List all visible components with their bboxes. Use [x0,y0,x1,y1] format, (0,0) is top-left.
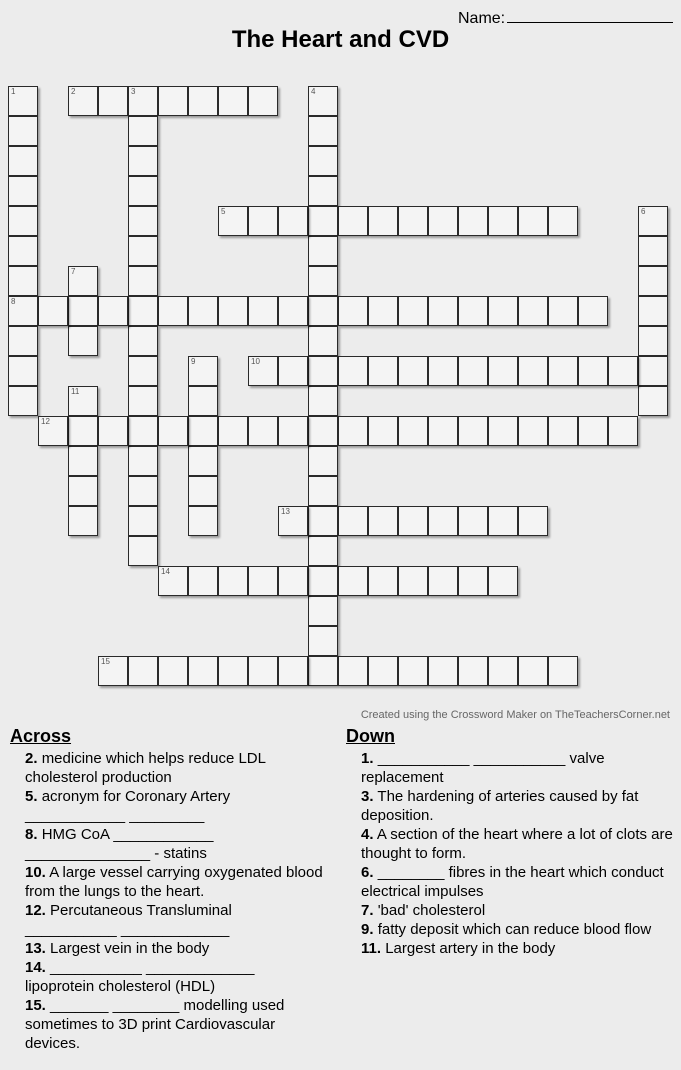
crossword-cell[interactable] [398,656,428,686]
crossword-cell[interactable] [128,116,158,146]
crossword-cell[interactable] [188,566,218,596]
crossword-cell[interactable] [308,446,338,476]
crossword-cell[interactable] [188,386,218,416]
credit-text: Created using the Crossword Maker on TheTeachersCorner.net [360,709,670,721]
crossword-cell[interactable] [308,386,338,416]
crossword-cell[interactable] [278,356,308,386]
crossword-cell[interactable] [158,296,188,326]
crossword-cell[interactable] [368,206,398,236]
crossword-cell[interactable] [428,656,458,686]
clue-number: 4. [361,826,374,843]
crossword-cell[interactable] [368,416,398,446]
cell-number: 12 [41,417,50,426]
crossword-cell[interactable] [68,326,98,356]
crossword-cell[interactable] [128,416,158,446]
clue-number: 10. [25,864,46,881]
crossword-cell[interactable] [458,656,488,686]
clue-text: acronym for Coronary Artery ____________ _________ [25,788,231,824]
crossword-cell[interactable] [308,146,338,176]
crossword-cell[interactable] [308,596,338,626]
clue-text: ________ fibres in the heart which conduct electrical impulses [361,864,664,900]
crossword-cell[interactable] [68,446,98,476]
crossword-cell[interactable] [518,296,548,326]
crossword-cell[interactable] [8,86,38,116]
down-heading: Down [346,726,395,746]
crossword-cell[interactable] [368,356,398,386]
crossword-cell[interactable] [68,476,98,506]
crossword-cell[interactable] [338,416,368,446]
cell-number: 15 [101,657,110,666]
clue-text: The hardening of arteries caused by fat deposition. [361,788,639,824]
crossword-cell[interactable] [308,296,338,326]
crossword-cell[interactable] [158,656,188,686]
crossword-cell[interactable] [38,296,68,326]
clue-number: 2. [25,750,38,767]
crossword-cell[interactable] [638,296,668,326]
crossword-cell[interactable] [308,356,338,386]
crossword-cell[interactable] [8,116,38,146]
crossword-cell[interactable] [128,506,158,536]
clue-text: Largest vein in the body [50,940,210,957]
crossword-cell[interactable] [428,416,458,446]
crossword-cell[interactable] [548,356,578,386]
crossword-cell[interactable] [488,656,518,686]
crossword-cell[interactable] [218,566,248,596]
cell-number: 2 [71,87,76,96]
crossword-cell[interactable] [488,296,518,326]
crossword-cell[interactable] [458,356,488,386]
crossword-cell[interactable] [188,416,218,446]
crossword-cell[interactable] [128,296,158,326]
crossword-cell[interactable] [98,656,128,686]
clue-number: 14. [25,959,46,976]
crossword-cell[interactable] [308,656,338,686]
crossword-cell[interactable] [338,296,368,326]
across-clue [25,958,325,996]
crossword-cell[interactable] [188,296,218,326]
clue-number: 8. [25,826,38,843]
cell-number: 13 [281,507,290,516]
crossword-cell[interactable] [338,206,368,236]
crossword-cell[interactable] [308,416,338,446]
crossword-cell[interactable] [368,656,398,686]
crossword-cell[interactable] [368,506,398,536]
crossword-cell[interactable] [128,656,158,686]
clue-number: 9. [361,921,374,938]
cell-number: 9 [191,357,196,366]
clue-number: 15. [25,997,46,1014]
crossword-cell[interactable] [278,506,308,536]
crossword-cell[interactable] [98,86,128,116]
crossword-cell[interactable] [68,416,98,446]
clue-text: A large vessel carrying oxygenated blood from the lungs to the heart. [25,864,323,900]
crossword-cell[interactable] [308,566,338,596]
clue-text: HMG CoA ____________ _______________ - statins [25,826,214,862]
crossword-cell[interactable] [458,416,488,446]
crossword-cell[interactable] [578,416,608,446]
crossword-cell[interactable] [248,86,278,116]
crossword-cell[interactable] [8,206,38,236]
crossword-cell[interactable] [218,86,248,116]
crossword-cell[interactable] [518,356,548,386]
cell-number: 11 [71,387,80,396]
across-clue-list [25,749,325,1053]
crossword-cell[interactable] [368,296,398,326]
crossword-cell[interactable] [458,506,488,536]
crossword-cell[interactable] [248,566,278,596]
crossword-cell[interactable] [458,566,488,596]
crossword-cell[interactable] [398,506,428,536]
crossword-cell[interactable] [248,416,278,446]
crossword-cell[interactable] [518,416,548,446]
crossword-cell[interactable] [68,266,98,296]
crossword-cell[interactable] [8,356,38,386]
crossword-cell[interactable] [398,296,428,326]
crossword-cell[interactable] [128,326,158,356]
clue-number: 7. [361,902,374,919]
clue-number: 5. [25,788,38,805]
crossword-cell[interactable] [638,386,668,416]
crossword-cell[interactable] [578,356,608,386]
down-clue [361,787,676,825]
down-clue [361,863,676,901]
crossword-cell[interactable] [488,416,518,446]
crossword-cell[interactable] [548,206,578,236]
crossword-cell[interactable] [518,206,548,236]
crossword-cell[interactable] [68,386,98,416]
crossword-cell[interactable] [308,86,338,116]
crossword-cell[interactable] [428,566,458,596]
crossword-cell[interactable] [158,86,188,116]
crossword-cell[interactable] [308,206,338,236]
crossword-cell[interactable] [638,206,668,236]
crossword-cell[interactable] [458,206,488,236]
crossword-cell[interactable] [518,506,548,536]
across-clue [25,825,325,863]
crossword-cell[interactable] [638,326,668,356]
crossword-cell[interactable] [188,356,218,386]
crossword-cell[interactable] [128,266,158,296]
cell-number: 3 [131,87,136,96]
crossword-cell[interactable] [188,506,218,536]
across-clue [25,863,325,901]
clue-text: 'bad' cholesterol [377,902,486,919]
across-clue [25,996,325,1053]
crossword-cell[interactable] [128,536,158,566]
clue-text: Percutaneous Transluminal ___________ _____________ [25,902,232,938]
clue-number: 6. [361,864,374,881]
crossword-cell[interactable] [188,446,218,476]
clue-number: 11. [361,940,382,957]
crossword-cell[interactable] [278,296,308,326]
crossword-cell[interactable] [188,476,218,506]
crossword-cell[interactable] [158,416,188,446]
crossword-cell[interactable] [428,296,458,326]
clue-text: fatty deposit which can reduce blood flow [377,921,652,938]
crossword-cell[interactable] [458,296,488,326]
crossword-cell[interactable] [428,356,458,386]
crossword-cell[interactable] [308,236,338,266]
crossword-cell[interactable] [278,206,308,236]
down-clue [361,901,676,920]
across-heading: Across [10,726,72,746]
cell-number: 5 [221,207,226,216]
across-clue [25,787,325,825]
crossword-cell[interactable] [8,326,38,356]
crossword-cell[interactable] [8,176,38,206]
crossword-cell[interactable] [8,236,38,266]
crossword-cell[interactable] [98,416,128,446]
down-clue [361,939,676,958]
crossword-cell[interactable] [308,506,338,536]
crossword-cell[interactable] [188,86,218,116]
crossword-cell[interactable] [638,236,668,266]
crossword-cell[interactable] [158,566,188,596]
crossword-cell[interactable] [548,296,578,326]
crossword-cell[interactable] [428,506,458,536]
crossword-cell[interactable] [308,476,338,506]
clue-number: 1. [361,750,374,767]
crossword-cell[interactable] [128,176,158,206]
crossword-cell[interactable] [248,206,278,236]
crossword-cell[interactable] [218,656,248,686]
crossword-cell[interactable] [368,566,398,596]
crossword-cell[interactable] [278,566,308,596]
cell-number: 10 [251,357,260,366]
crossword-cell[interactable] [338,506,368,536]
crossword-cell[interactable] [488,356,518,386]
across-clue [25,939,325,958]
crossword-cell[interactable] [68,506,98,536]
clue-text: _______ ________ modelling used sometimes to 3D print Cardiovascular devices. [25,997,285,1052]
clue-number: 13. [25,940,46,957]
crossword-cell[interactable] [398,566,428,596]
crossword-cell[interactable] [608,416,638,446]
crossword-cell[interactable] [338,656,368,686]
crossword-cell[interactable] [68,296,98,326]
down-clue [361,749,676,787]
crossword-cell[interactable] [248,296,278,326]
crossword-cell[interactable] [608,356,638,386]
clue-text: A section of the heart where a lot of clots are thought to form. [361,826,673,862]
crossword-cell[interactable] [548,656,578,686]
crossword-cell[interactable] [308,266,338,296]
crossword-cell[interactable] [128,386,158,416]
crossword-cell[interactable] [8,146,38,176]
crossword-cell[interactable] [338,356,368,386]
crossword-cell[interactable] [398,416,428,446]
crossword-cell[interactable] [218,416,248,446]
clue-number: 3. [361,788,374,805]
crossword-cell[interactable] [128,146,158,176]
crossword-cell[interactable] [548,416,578,446]
crossword-cell[interactable] [428,206,458,236]
crossword-cell[interactable] [248,356,278,386]
crossword-cell[interactable] [638,266,668,296]
crossword-cell[interactable] [398,206,428,236]
down-clue [361,920,676,939]
cell-number: 7 [71,267,76,276]
clue-text: ___________ _____________ lipoprotein cholesterol (HDL) [25,959,255,995]
crossword-cell[interactable] [488,506,518,536]
crossword-cell[interactable] [338,566,368,596]
crossword-cell[interactable] [8,296,38,326]
crossword-cell[interactable] [128,446,158,476]
cell-number: 4 [311,87,316,96]
crossword-cell[interactable] [308,536,338,566]
crossword-cell[interactable] [488,566,518,596]
crossword-cell[interactable] [308,176,338,206]
crossword-cell[interactable] [38,416,68,446]
crossword-cell[interactable] [398,356,428,386]
crossword-cell[interactable] [68,86,98,116]
crossword-cell[interactable] [308,626,338,656]
crossword-cell[interactable] [638,356,668,386]
crossword-cell[interactable] [218,206,248,236]
cell-number: 1 [11,87,16,96]
crossword-cell[interactable] [128,86,158,116]
crossword-cell[interactable] [8,266,38,296]
crossword-cell[interactable] [578,296,608,326]
crossword-cell[interactable] [98,296,128,326]
crossword-cell[interactable] [128,476,158,506]
across-clue [25,901,325,939]
clue-text: medicine which helps reduce LDL cholesterol production [25,750,266,786]
crossword-cell[interactable] [308,326,338,356]
cell-number: 6 [641,207,646,216]
crossword-cell[interactable] [308,116,338,146]
crossword-cell[interactable] [188,656,218,686]
crossword-cell[interactable] [488,206,518,236]
page-title: The Heart and CVD [231,26,450,53]
crossword-cell[interactable] [8,386,38,416]
clue-number: 12. [25,902,46,919]
down-clue [361,825,676,863]
crossword-cell[interactable] [278,656,308,686]
crossword-cell[interactable] [128,236,158,266]
clue-text: Largest artery in the body [385,940,556,957]
crossword-cell[interactable] [248,656,278,686]
cell-number: 8 [11,297,16,306]
name-label: Name: [458,10,506,27]
cell-number: 14 [161,567,170,576]
across-clue [25,749,325,787]
crossword-cell[interactable] [518,656,548,686]
crossword-cell[interactable] [128,206,158,236]
crossword-cell[interactable] [278,416,308,446]
crossword-cell[interactable] [218,296,248,326]
down-clue-list [361,749,676,958]
clue-text: ___________ ___________ valve replacement [361,750,605,786]
crossword-cell[interactable] [128,356,158,386]
